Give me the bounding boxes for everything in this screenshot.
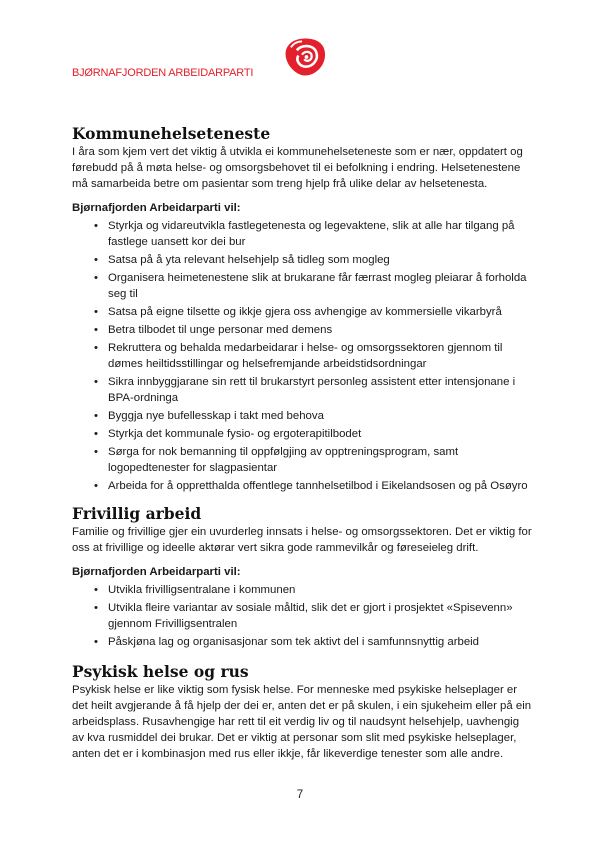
- list-item: • Satsa på å yta relevant helsehjelp så tidleg som mogleg: [108, 252, 534, 268]
- organization-name: BJØRNAFJORDEN ARBEIDARPARTI: [72, 67, 254, 79]
- bullet-list: [72, 218, 534, 494]
- list-item: • Rekruttera og behalda medarbeidarar i helse- og omsorgssektoren gjennom til dømes heiltidsstillingar og helsefremjande arbeidstidsordningar: [108, 340, 534, 372]
- list-item: • Arbeida for å oppretthalda offentlege tannhelsetilbod i Eikelandsosen og på Osøyro: [108, 478, 534, 494]
- section-paragraph: Psykisk helse er like viktig som fysisk helse. For menneske med psykiske helseplager er det heilt avgjerande å få hjelp der dei er, anten det er på skulen, i ein sjukeheim eller på ein arbeidsplass. Rusavhengige har rett til eit verdig liv og til naudsynt helsehjelp, uavhengig av kva rusmiddel dei brukar. Det er viktig at personar som slit med psykiske helseplager, anten det er i kombinasjon med rus eller ikkje, får likeverdige tenester som alle andre.: [72, 684, 532, 760]
- section-psykisk-helse-og-rus: [72, 662, 534, 762]
- list-item: • Satsa på eigne tilsette og ikkje gjera oss avhengige av kommersielle vikarbyrå: [108, 304, 534, 320]
- list-item: • Byggja nye bufellesskap i takt med behova: [108, 408, 534, 424]
- list-item: • Sikra innbyggjarane sin rett til brukarstyrt personleg assistent etter intensjonane i BPA-ordninga: [108, 374, 534, 406]
- page-number: 7: [296, 789, 304, 801]
- list-item: • Påskjøna lag og organisasjonar som tek aktivt del i samfunnsnyttig arbeid: [108, 634, 534, 650]
- section-frivillig-arbeid: [72, 504, 534, 650]
- section-kommunehelseteneste: [72, 124, 534, 494]
- list-lead: Bjørnafjorden Arbeidarparti vil:: [72, 566, 241, 578]
- document-body: [72, 124, 534, 762]
- list-item: • Utvikla fleire variantar av sosiale måltid, slik det er gjort i prosjektet «Spisevenn» gjennom Frivilligsentralen: [108, 600, 534, 632]
- list-item: • Betra tilbodet til unge personar med demens: [108, 322, 534, 338]
- list-item: • Styrkja det kommunale fysio- og ergoterapitilbodet: [108, 426, 534, 442]
- section-paragraph: I åra som kjem vert det viktig å utvikla ei kommunehelseteneste som er nær, oppdatert og førebudd på å møta helse- og omsorgsbehovet til ei befolkning i endring. Helsetenestene må samarbeida betre om pasientar som treng hjelp frå ulike delar av helsetenesta.: [72, 146, 523, 190]
- list-lead: Bjørnafjorden Arbeidarparti vil:: [72, 202, 241, 214]
- list-item: • Styrkja og vidareutvikla fastlegetenesta og legevaktene, slik at alle har tilgang på fastlege uansett kor dei bur: [108, 218, 534, 250]
- list-item: • Utvikla frivilligsentralane i kommunen: [108, 582, 534, 598]
- section-heading: Kommunehelseteneste: [72, 124, 271, 143]
- section-heading: Psykisk helse og rus: [72, 662, 249, 681]
- list-item: • Sørga for nok bemanning til oppfølgjing av opptreningsprogram, samt logopedtenester for slagpasientar: [108, 444, 534, 476]
- list-item: • Organisera heimetenestene slik at brukarane får færrast mogleg pleiarar å forholda seg til: [108, 270, 534, 302]
- section-heading: Frivillig arbeid: [72, 504, 202, 523]
- section-paragraph: Familie og frivillige gjer ein uvurderleg innsats i helse- og omsorgssektoren. Det er viktig for oss at frivillige og ideelle aktørar vert sikra gode rammevilkår og føreseieleg drift.: [72, 526, 532, 554]
- bullet-list: [72, 582, 534, 650]
- rose-logo-icon: [282, 33, 328, 81]
